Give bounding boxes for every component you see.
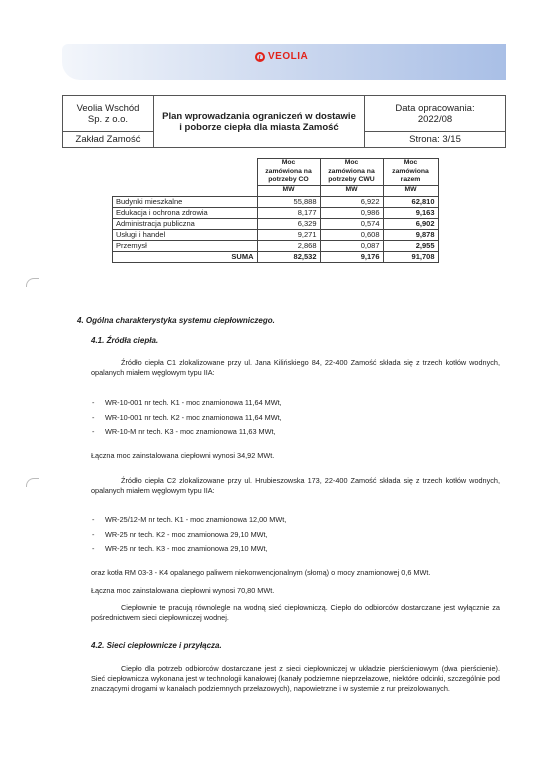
company-line2: Sp. z o.o.: [87, 113, 129, 125]
date-cell: [365, 96, 506, 132]
section-4-2-heading: 4.2. Sieci ciepłownicze i przyłącza.: [91, 641, 222, 650]
date-value: 2022/08: [417, 113, 453, 125]
unit-co: MW: [257, 185, 320, 196]
unit-label: Zakład Zamość: [63, 132, 154, 148]
veolia-logo: [255, 51, 308, 62]
veolia-logo-icon: [255, 52, 265, 62]
col-header-total: Moc zamówiona razem: [383, 159, 438, 186]
company-cell: [63, 96, 154, 132]
table-row: Edukacja i ochrona zdrowia 8,177 0,986 9,163: [113, 207, 439, 218]
scan-margin-mark: [26, 278, 39, 287]
col-header-co: Moc zamówiona na potrzeby CO: [257, 159, 320, 186]
date-label: Data opracowania:: [395, 102, 475, 114]
col-header-cwu: Moc zamówiona na potrzeby CWU: [320, 159, 383, 186]
page-number: Strona: 3/15: [365, 132, 506, 148]
ordered-power-table: [112, 158, 439, 263]
document-title: [154, 96, 365, 148]
document-header-table: [62, 95, 506, 148]
header-banner: [62, 44, 506, 80]
logo-text: VEOLIA: [268, 51, 309, 62]
paragraph-source-c2: Źródło ciepła C2 zlokalizowane przy ul. Hrubieszowska 173, 22-400 Zamość składa się z trzech kotłów wodnych, opalanych miałem węglowym typu IIA:: [91, 476, 500, 495]
paragraph-boiler-k4: oraz kotła RM 03-3 - K4 opalanego paliwem niekonwencjonalnym (słomą) o mocy znamionowej 0,6 MWt.: [91, 568, 431, 577]
section-4-heading: 4. Ogólna charakterystyka systemu ciepłowniczego.: [77, 316, 275, 325]
unit-total: MW: [383, 185, 438, 196]
table-row: Usługi i handel 9,271 0,608 9,878: [113, 229, 439, 240]
title-line1: Plan wprowadzania ograniczeń w dostawie: [162, 110, 356, 122]
paragraph-source-c1: Źródło ciepła C1 zlokalizowane przy ul. Jana Kilińskiego 84, 22-400 Zamość składa się z trzech kotłów wodnych, opalanych miałem węglowym typu IIA:: [91, 358, 500, 377]
paragraph-total-c1: Łączna moc zainstalowana ciepłowni wynosi 34,92 MWt.: [91, 451, 275, 460]
section-4-1-heading: 4.1. Źródła ciepła.: [91, 336, 159, 345]
table-row: Administracja publiczna 6,329 0,574 6,902: [113, 218, 439, 229]
paragraph-heating-network: Ciepło dla potrzeb odbiorców dostarczane jest z sieci ciepłowniczej w układzie pierścieniowym (dwa pierścienie). Sieć ciepłownicza wykonana jest w technologii kanałowej (kanały podziemne nieprzełazowe, niektóre odcinki, szczególnie pod znaczącymi drogami w kanałach podziemnych przełazowych), napowietrzne i w systemie z rur preizolowanych.: [91, 664, 500, 693]
paragraph-parallel-operation: Ciepłownie te pracują równolegle na wodną sieć ciepłowniczą. Ciepło do odbiorców dostarczane jest wyłącznie za pośrednictwem sieci ciepłowniczej wodnej.: [91, 603, 500, 622]
sum-row: SUMA 82,532 9,176 91,708: [113, 251, 439, 262]
unit-cwu: MW: [320, 185, 383, 196]
paragraph-total-c2: Łączna moc zainstalowana ciepłowni wynosi 70,80 MWt.: [91, 586, 275, 595]
table-row: Budynki mieszkalne 55,888 6,922 62,810: [113, 196, 439, 207]
title-line2: i poborze ciepła dla miasta Zamość: [179, 121, 339, 133]
table-row: Przemysł 2,868 0,087 2,955: [113, 240, 439, 251]
company-line1: Veolia Wschód: [76, 102, 140, 114]
scan-margin-mark: [26, 478, 39, 487]
